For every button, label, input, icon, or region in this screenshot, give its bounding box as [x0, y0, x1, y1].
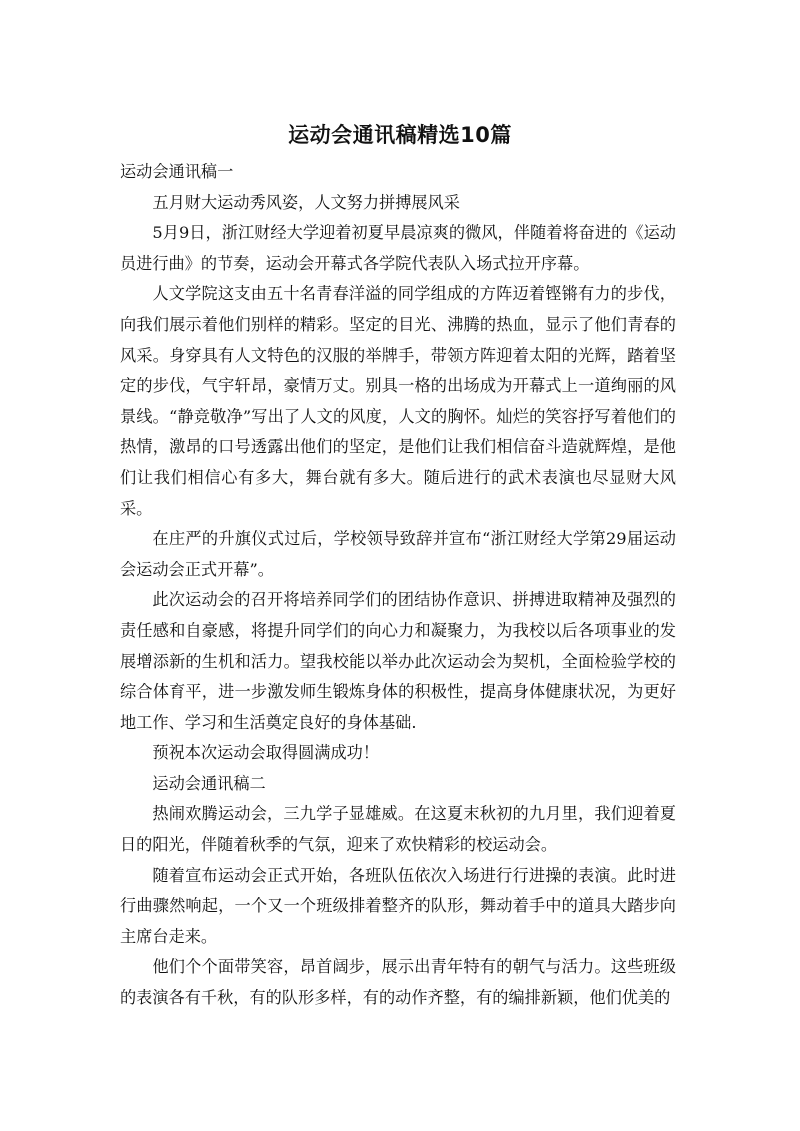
document-body [120, 157, 676, 1014]
section-heading-1: 运动会通讯稿一 [120, 162, 234, 181]
document-title: 运动会通讯稿精选10篇 [288, 123, 512, 147]
paragraph: 随着宣布运动会正式开始，各班队伍依次入场进行行进操的表演。此时进行曲骤然响起，一个又一个班级排着整齐的队形，舞动着手中的道具大踏步向主席台走来。 [120, 865, 676, 946]
paragraph: 热闹欢腾运动会，三九学子显雄威。在这夏末秋初的九月里，我们迎着夏日的阳光，伴随着秋季的气氛，迎来了欢快精彩的校运动会。 [120, 804, 676, 855]
section-heading-2: 运动会通讯稿二 [152, 773, 266, 793]
paragraph: 五月财大运动秀风姿，人文努力拼搏展风采 [152, 192, 460, 212]
paragraph: 5月9日，浙江财经大学迎着初夏早晨凉爽的微风，伴随着将奋进的《运动员进行曲》的节奏，运动会开幕式各学院代表队入场式拉开序幕。 [120, 223, 676, 273]
paragraph: 此次运动会的召开将培养同学们的团结协作意识、拼搏进取精神及强烈的责任感和自豪感，将提升同学们的向心力和凝聚力，为我校以后各项事业的发展增添新的生机和活力。望我校能以举办此次运动会为契机，全面检验学校的综合体育平，进一步激发师生锻炼身体的积极性，提高身体健康状况，为更好地工作、学习和生活奠定良好的身体基础. [120, 590, 676, 732]
paragraph: 他们个个面带笑容，昂首阔步，展示出青年特有的朝气与活力。这些班级的表演各有千秋，有的队形多样，有的动作齐整，有的编排新颖，他们优美的 [120, 957, 676, 1008]
paragraph: 预祝本次运动会取得圆满成功！ [152, 743, 380, 763]
paragraph: 在庄严的升旗仪式过后，学校领导致辞并宣布“浙江财经大学第29届运动会运动会正式开幕”。 [120, 529, 676, 579]
paragraph: 人文学院这支由五十名青春洋溢的同学组成的方阵迈着铿锵有力的步伐，向我们展示着他们别样的精彩。坚定的目光、沸腾的热血，显示了他们青春的风采。身穿具有人文特色的汉服的举牌手，带领方阵迎着太阳的光辉，踏着坚定的步伐，气宇轩昂，豪情万丈。别具一格的出场成为开幕式上一道绚丽的风景线。“静竞敬净”写出了人文的风度，人文的胸怀。灿烂的笑容抒写着他们的热情，激昂的口号透露出他们的坚定，是他们让我们相信奋斗造就辉煌，是他们让我们相信心有多大，舞台就有多大。随后进行的武术表演也尽显财大风采。 [120, 284, 676, 518]
